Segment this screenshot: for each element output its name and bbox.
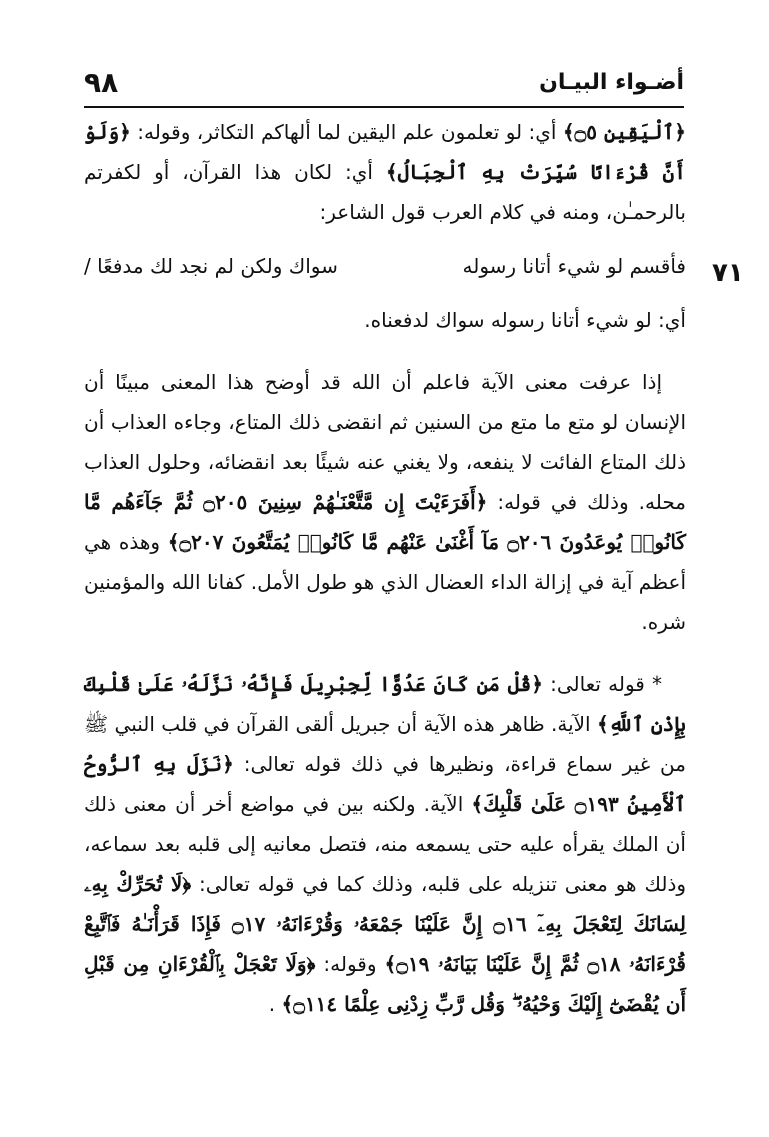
page-body — [84, 112, 686, 1024]
paragraph-text: إذا عرفت معنى الآية فاعلم أن الله قد أوضح هذا المعنى مبينًا أن الإنسان لو متع ما متع من السنين ثم انقضى ذلك المتاع، وجاءه العذاب أن ذلك المتاع الفائت لا ينفعه، ولا يغني عنه شيئًا بعد انقضائه، وحلول العذاب محله. وذلك في قوله: — [84, 370, 686, 514]
poem-hemistich-second: سواك ولكن لم نجد لك مدفعًا / — [84, 254, 338, 278]
quran-verse: ﴿لَا تُحَرِّكْ بِهِۦ لِسَانَكَ لِتَعْجَلَ بِهِۦٓ ۝١٦ إِنَّ عَلَيْنَا جَمْعَهُۥ وَقُرْءَانَهُۥ ۝١٧ فَإِذَا قَرَأْنَـٰهُ فَٱتَّبِعْ قُرْءَانَهُۥ ۝١٨ ثُمَّ إِنَّ عَلَيْنَا بَيَانَهُۥ ۝١٩﴾ — [84, 872, 686, 976]
book-title: أضـواء البيـان — [539, 70, 684, 95]
page-header — [84, 60, 684, 108]
quran-verse: ﴿وَلَوْ أَنَّ قُرْءَانًا سُيِّرَتْ بِهِ ٱلْجِبَالُ﴾ — [84, 120, 686, 184]
quran-verse: ﴿نَزَلَ بِهِ ٱلرُّوحُ ٱلْأَمِينُ ۝١٩٣ عَلَىٰ قَلْبِكَ﴾ — [84, 752, 686, 816]
poem-hemistich-first: فأقسم لو شيء أتانا رسوله — [462, 254, 686, 278]
paragraph-text: أي: لو تعلمون علم اليقين لما ألهاكم التكاثر، وقوله: — [130, 120, 563, 144]
quran-verse: ﴿وَلَا تَعْجَلْ بِٱلْقُرْءَانِ مِن قَبْلِ أَن يُقْضَىٰٓ إِلَيْكَ وَحْيُهُۥ ۖ وَقُل رَّبِّ زِدْنِى عِلْمًا ۝١١٤﴾ — [84, 952, 686, 1016]
poem-verse — [84, 246, 686, 286]
page-number: ٩٨ — [84, 66, 119, 99]
paragraph-4 — [84, 664, 686, 1024]
paragraph-text: الآية. ولكنه بين في مواضع أخر أن معنى ذلك أن الملك يقرأه عليه حتى يسمعه منه، فتصل معانيه إلى قلبه بعد سماعه، وذلك هو معنى تنزيله على قلبه، وذلك كما في قوله تعالى: — [84, 792, 687, 896]
paragraph-text: أي: لكان هذا القرآن، أو لكفرتم بالرحمـٰن، ومنه في كلام العرب قول الشاعر: — [84, 160, 686, 224]
paragraph-text: وهذه هي أعظم آية في إزالة الداء العضال الذي هو طول الأمل. كفانا الله والمؤمنين شره. — [84, 530, 686, 634]
paragraph-text: * قوله تعالى: — [542, 672, 663, 696]
quran-verse: ﴿ٱلْيَقِينِ ۝٥﴾ — [562, 120, 687, 144]
margin-page-reference: ٧١ — [712, 258, 744, 288]
quran-verse: ﴿قُلْ مَن كَانَ عَدُوًّا لِّجِبْرِيلَ فَإِنَّهُۥ نَزَّلَهُۥ عَلَىٰ قَلْبِكَ بِإِذْنِ ٱللَّهِ﴾ — [84, 672, 686, 736]
paragraph-2: أي: لو شيء أتانا رسوله سواك لدفعناه. — [364, 308, 686, 332]
paragraph-3 — [84, 362, 686, 642]
paragraph-text: وقوله: — [315, 952, 385, 976]
paragraph-text: الآية. ظاهر هذه الآية أن جبريل ألقى القرآن في قلب النبي ﷺ من غير سماع قراءة، ونظيرها في ذلك قوله تعالى: — [84, 712, 686, 776]
paragraph-1 — [84, 112, 686, 232]
quran-verse: ﴿أَفَرَءَيْتَ إِن مَّتَّعْنَـٰهُمْ سِنِينَ ۝٢٠٥ ثُمَّ جَآءَهُم مَّا كَانُوا۟ يُوعَدُونَ ۝٢٠٦ مَآ أَغْنَىٰ عَنْهُم مَّا كَانُوا۟ يُمَتَّعُونَ ۝٢٠٧﴾ — [84, 490, 686, 554]
paragraph-text: . — [268, 992, 282, 1016]
